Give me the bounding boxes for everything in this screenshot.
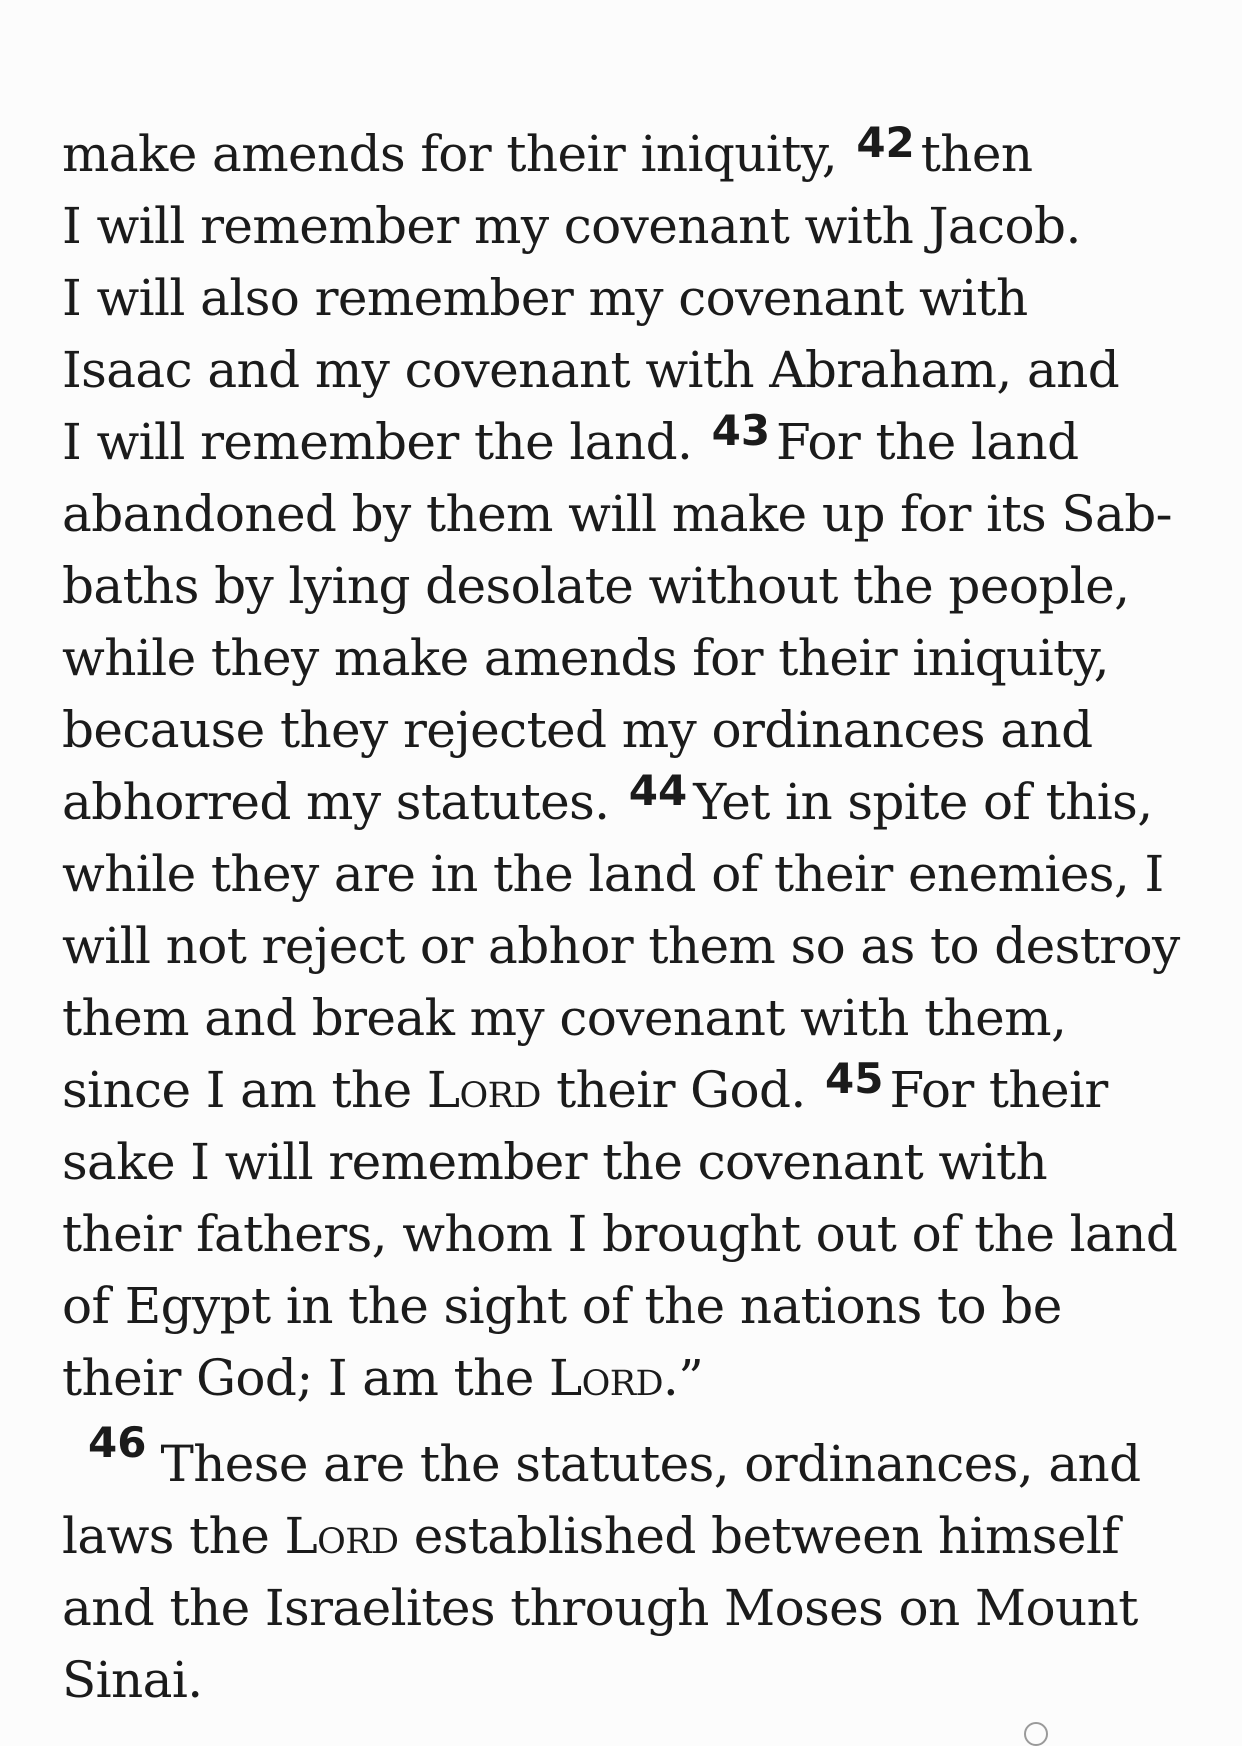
- text-line: [62, 1198, 1192, 1270]
- text-span: since I am the: [62, 1061, 427, 1119]
- text-line: [62, 262, 1192, 334]
- text-span: established between himself: [398, 1507, 1120, 1565]
- text-line: [62, 334, 1192, 406]
- text-span: I will remember my covenant with Jacob.: [62, 197, 1081, 255]
- text-span: abhorred my statutes.: [62, 773, 625, 831]
- text-line: [62, 1054, 1192, 1126]
- text-line: [62, 622, 1192, 694]
- text-span: and the Israelites through Moses on Mount: [62, 1579, 1138, 1637]
- text-span: of Egypt in the sight of the nations to be: [62, 1277, 1062, 1335]
- verse-number: 46: [88, 1418, 147, 1467]
- text-span: their God; I am the: [62, 1349, 549, 1407]
- text-span: For their: [889, 1061, 1108, 1119]
- text-span: because they rejected my ordinances and: [62, 701, 1093, 759]
- text-line: [62, 910, 1192, 982]
- text-span: laws the: [62, 1507, 285, 1565]
- verse-number: 45: [825, 1054, 884, 1103]
- divine-name: Lord: [284, 1507, 399, 1565]
- text-span: These are the statutes, ordinances, and: [160, 1435, 1141, 1493]
- text-span: I will also remember my covenant with: [62, 269, 1028, 327]
- scripture-text: [62, 118, 1192, 1716]
- verse-number: 43: [711, 406, 771, 455]
- text-line: [62, 1342, 1192, 1414]
- verse-number: 42: [856, 118, 915, 167]
- text-span: abandoned by them will make up for its Sab-: [62, 485, 1172, 543]
- text-line: [62, 1644, 1192, 1716]
- text-span: sake I will remember the covenant with: [62, 1133, 1048, 1191]
- text-span: Isaac and my covenant with Abraham, and: [62, 341, 1120, 399]
- text-line: [62, 1270, 1192, 1342]
- text-span: their fathers, whom I brought out of the land: [62, 1205, 1178, 1263]
- text-span: their God.: [540, 1061, 822, 1119]
- text-span: make amends for their iniquity,: [62, 125, 853, 183]
- text-line: [62, 1572, 1192, 1644]
- text-span: them and break my covenant with them,: [62, 989, 1067, 1047]
- text-span: I will remember the land.: [62, 413, 708, 471]
- text-span: For the land: [776, 413, 1079, 471]
- text-line: [62, 118, 1192, 190]
- text-line: [62, 1418, 1192, 1500]
- verse-number: 44: [628, 766, 688, 815]
- text-line: [62, 478, 1192, 550]
- text-line: [62, 1126, 1192, 1198]
- text-span: baths by lying desolate without the people,: [62, 557, 1130, 615]
- divine-name: Lord: [549, 1349, 663, 1407]
- text-span: .”: [662, 1349, 704, 1407]
- text-line: [62, 838, 1192, 910]
- divine-name: Lord: [426, 1061, 541, 1119]
- text-line: [62, 694, 1192, 766]
- text-span: then: [920, 125, 1033, 183]
- text-span: will not reject or abhor them so as to destroy: [62, 917, 1180, 975]
- text-line: [62, 550, 1192, 622]
- text-span: while they make amends for their iniquity,: [62, 629, 1109, 687]
- text-line: [62, 766, 1192, 838]
- text-line: [62, 982, 1192, 1054]
- text-span: Sinai.: [62, 1651, 203, 1709]
- text-span: while they are in the land of their enemies, I: [62, 845, 1164, 903]
- text-line: [62, 406, 1192, 478]
- text-span: Yet in spite of this,: [693, 773, 1153, 831]
- text-line: [62, 1500, 1192, 1572]
- page-indicator-icon: [1024, 1722, 1048, 1746]
- text-line: [62, 190, 1192, 262]
